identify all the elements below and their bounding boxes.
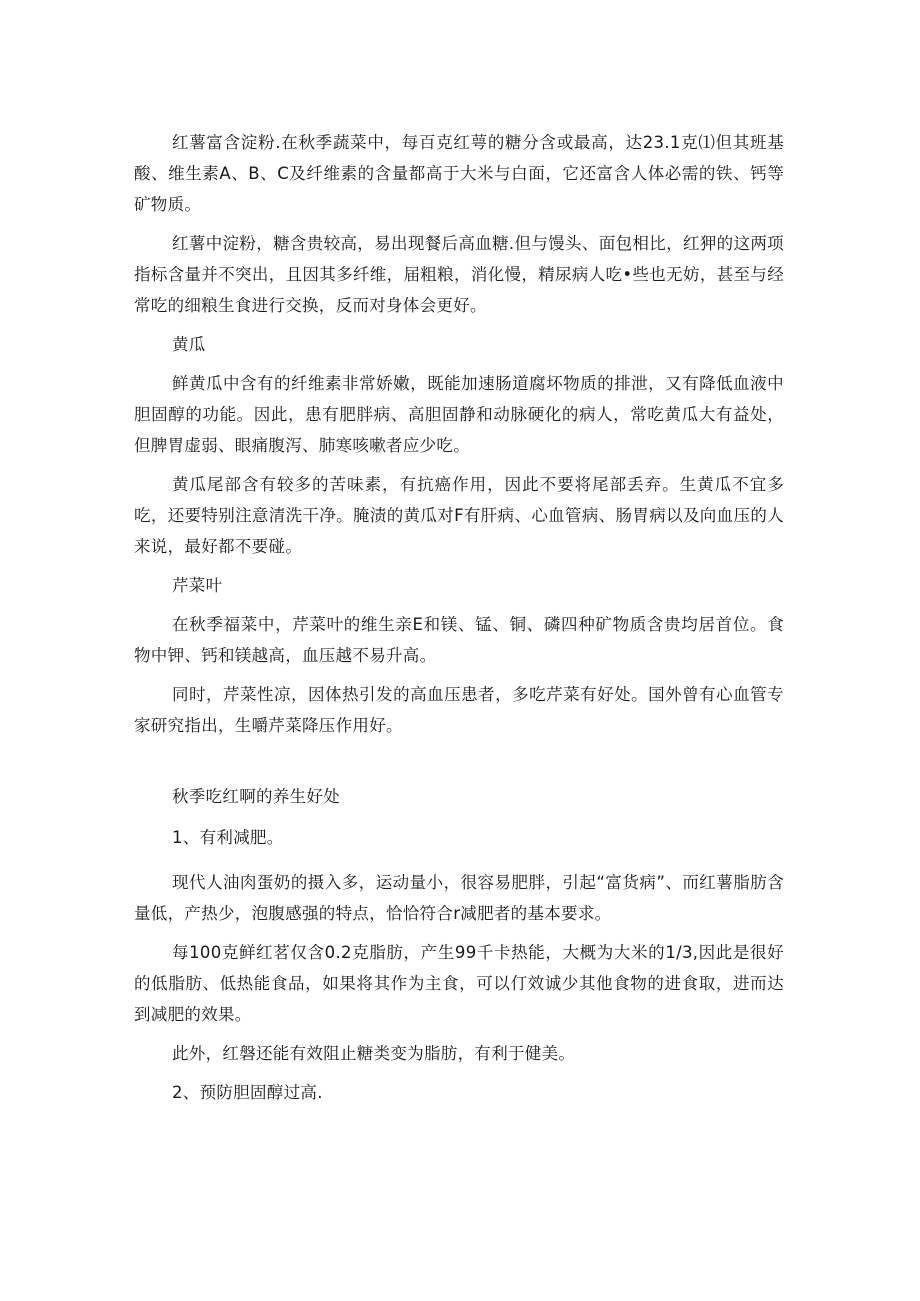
paragraph-cucumber-fiber: 鲜黄瓜中含有的纤维素非常娇嫩，既能加速肠道腐坏物质的排泄，又有降低血液中胆固醇的功能。因此，患有肥胖病、高胆固静和动脉硬化的病人，常吃黄瓜大有益处，但脾胃虚弱、眼痛腹泻、肺寒咳嗽者应少吃。 — [134, 374, 784, 455]
paragraph-celery-minerals: 在秋季福菜中，芹菜叶的维生亲E和镁、锰、铜、磷四种矿物质含贵均居首位。食物中钾、钙和镁越高，血压越不易升高。 — [134, 615, 784, 665]
paragraph-weight-loss-intro: 现代人油肉蛋奶的摄入多，运动量小，很容易肥胖，引起“富货病”、而红薯脂肪含量低，产热少，泡腹感强的特点，恰恰符合r减肥者的基本要求。 — [134, 873, 784, 923]
section-title: 秋季吃红啊的养生好处 — [172, 787, 340, 806]
heading-item-1: 1、有利减肥。 — [172, 828, 284, 847]
paragraph-weight-loss-fat: 每100克鲜红茗仅含0.2克脂肪，产生99千卡热能，大概为大米的1/3,因此是很好的低脂肪、低热能食品，如果将其作为主食，可以仃效诚少其他食物的进食取，进而达到减肥的效果。 — [134, 943, 784, 1024]
heading-celery-leaf: 芹菜叶 — [172, 576, 223, 595]
paragraph-celery-blood-pressure: 同时，芹菜性凉，因体热引发的高血压患者，多吃芹菜有好处。国外曾有心血管专家研究指出，生嚼芹菜降压作用好。 — [134, 685, 784, 735]
paragraph-sweet-potato-blood-sugar: 红薯中淀粉，糖含贵较高，易出现餐后高血糖.但与馒头、面包相比，红狎的这两项指标含量并不突出，且因其多纤维，届粗粮，消化慢，精尿病人吃•些也无妨，甚至与经常吃的细粮生食进行交换，反而对身体会更好。 — [134, 234, 784, 315]
paragraph-weight-loss-extra: 此外，红磐还能有效阻止糖类变为脂肪，有利于健美。 — [172, 1044, 576, 1063]
heading-item-2: 2、预防胆固醇过高. — [172, 1083, 323, 1102]
paragraph-cucumber-tail: 黄瓜尾部含有较多的苦味素，有抗癌作用，因此不要将尾部丢弃。生黄瓜不宜多吃，还要特别注意清洗干净。腌渍的黄瓜对F有肝病、心血管病、肠胃病以及向血压的人来说，最好都不要碰。 — [134, 475, 784, 556]
paragraph-sweet-potato-starch: 红薯富含淀粉.在秋季蔬菜中，每百克红萼的糖分含或最高，达23.1克⑴但其班基酸、维生素A、B、C及纤维素的含量都高于大米与白面，它还富含人体必需的铁、钙等矿物质。 — [134, 133, 784, 214]
document-body — [134, 127, 784, 1116]
heading-cucumber: 黄瓜 — [172, 335, 206, 354]
